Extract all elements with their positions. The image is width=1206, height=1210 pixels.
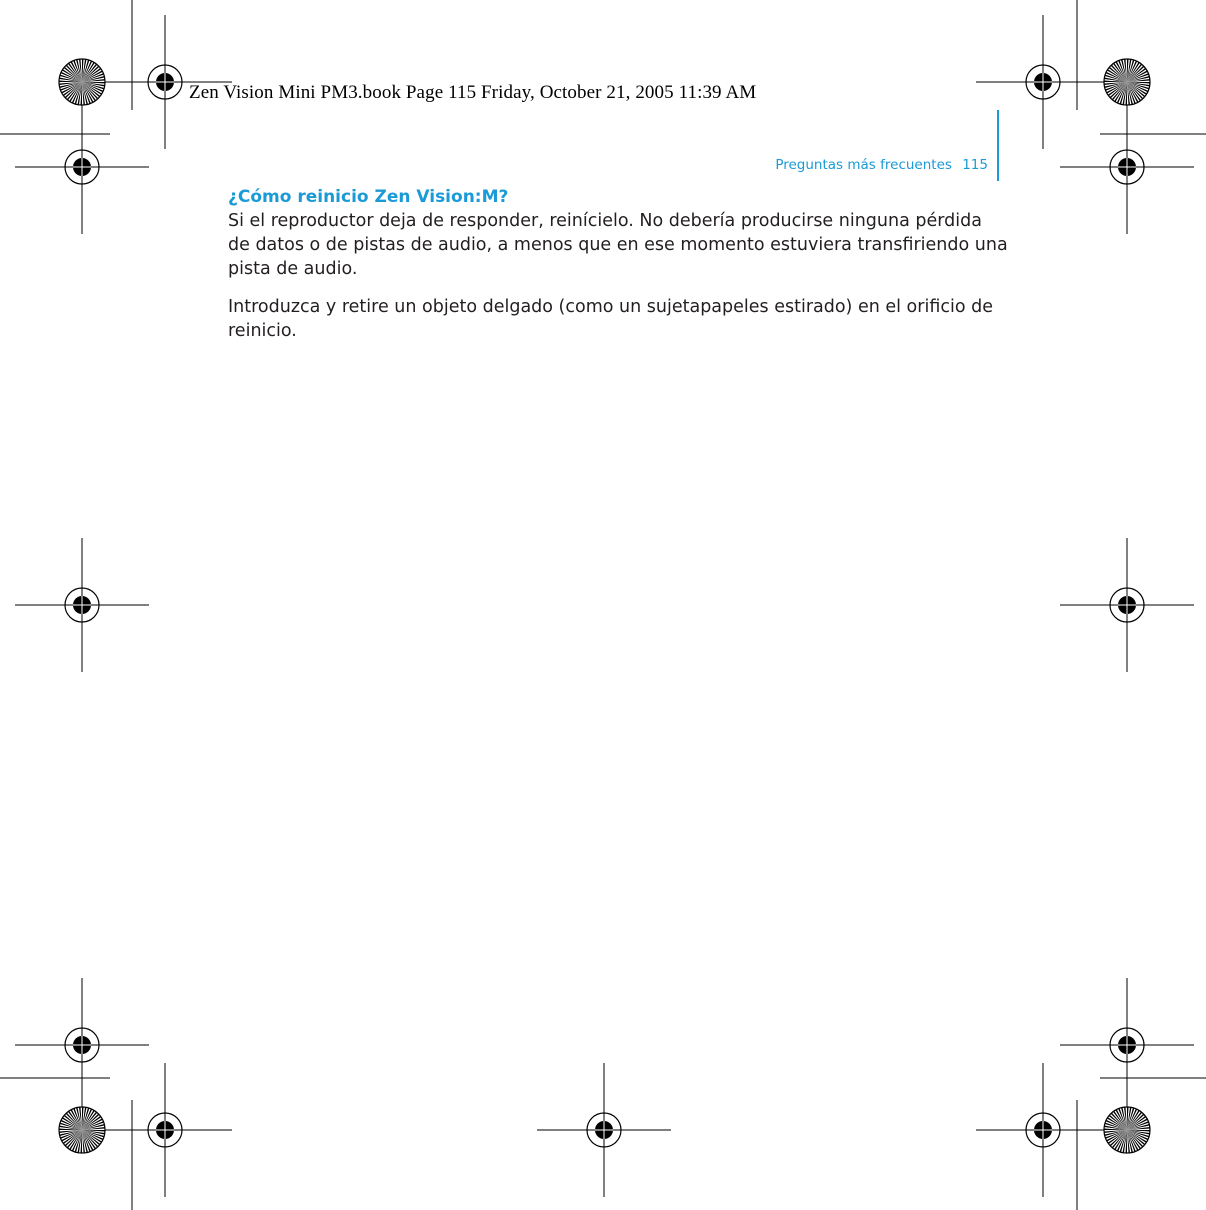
running-head-title: Preguntas más frecuentes [775,157,952,173]
section-heading: ¿Cómo reinicio Zen Vision:M? [228,187,509,207]
page-number: 115 [962,157,988,173]
registration-mark-icon [976,1063,1110,1197]
radial-target-icon [59,59,105,105]
document-slug: Zen Vision Mini PM3.book Page 115 Friday, October 21, 2005 11:39 AM [189,82,757,103]
radial-target-icon [1104,1107,1150,1153]
radial-target-icon [59,1107,105,1153]
registration-mark-icon [537,1063,671,1197]
registration-mark-icon [15,538,149,672]
registration-mark-icon [1060,538,1194,672]
registration-mark-icon [1060,978,1194,1112]
registration-mark-icon [98,1063,232,1197]
header-rule [997,110,999,181]
paragraph-1: Si el reproductor deja de responder, reinícielo. No debería producirse ninguna pérdida de datos o de pistas de audio, a menos que en ese momento estuviera transfiriendo una pista de audio. [228,211,1008,279]
radial-target-icon [1104,59,1150,105]
registration-mark-icon [15,978,149,1112]
registration-mark-icon [15,100,149,234]
registration-mark-icon [1060,100,1194,234]
running-head [775,157,988,173]
paragraph-2: Introduzca y retire un objeto delgado (como un sujetapapeles estirado) en el orificio de reinicio. [228,297,993,341]
main-content [228,185,1008,357]
